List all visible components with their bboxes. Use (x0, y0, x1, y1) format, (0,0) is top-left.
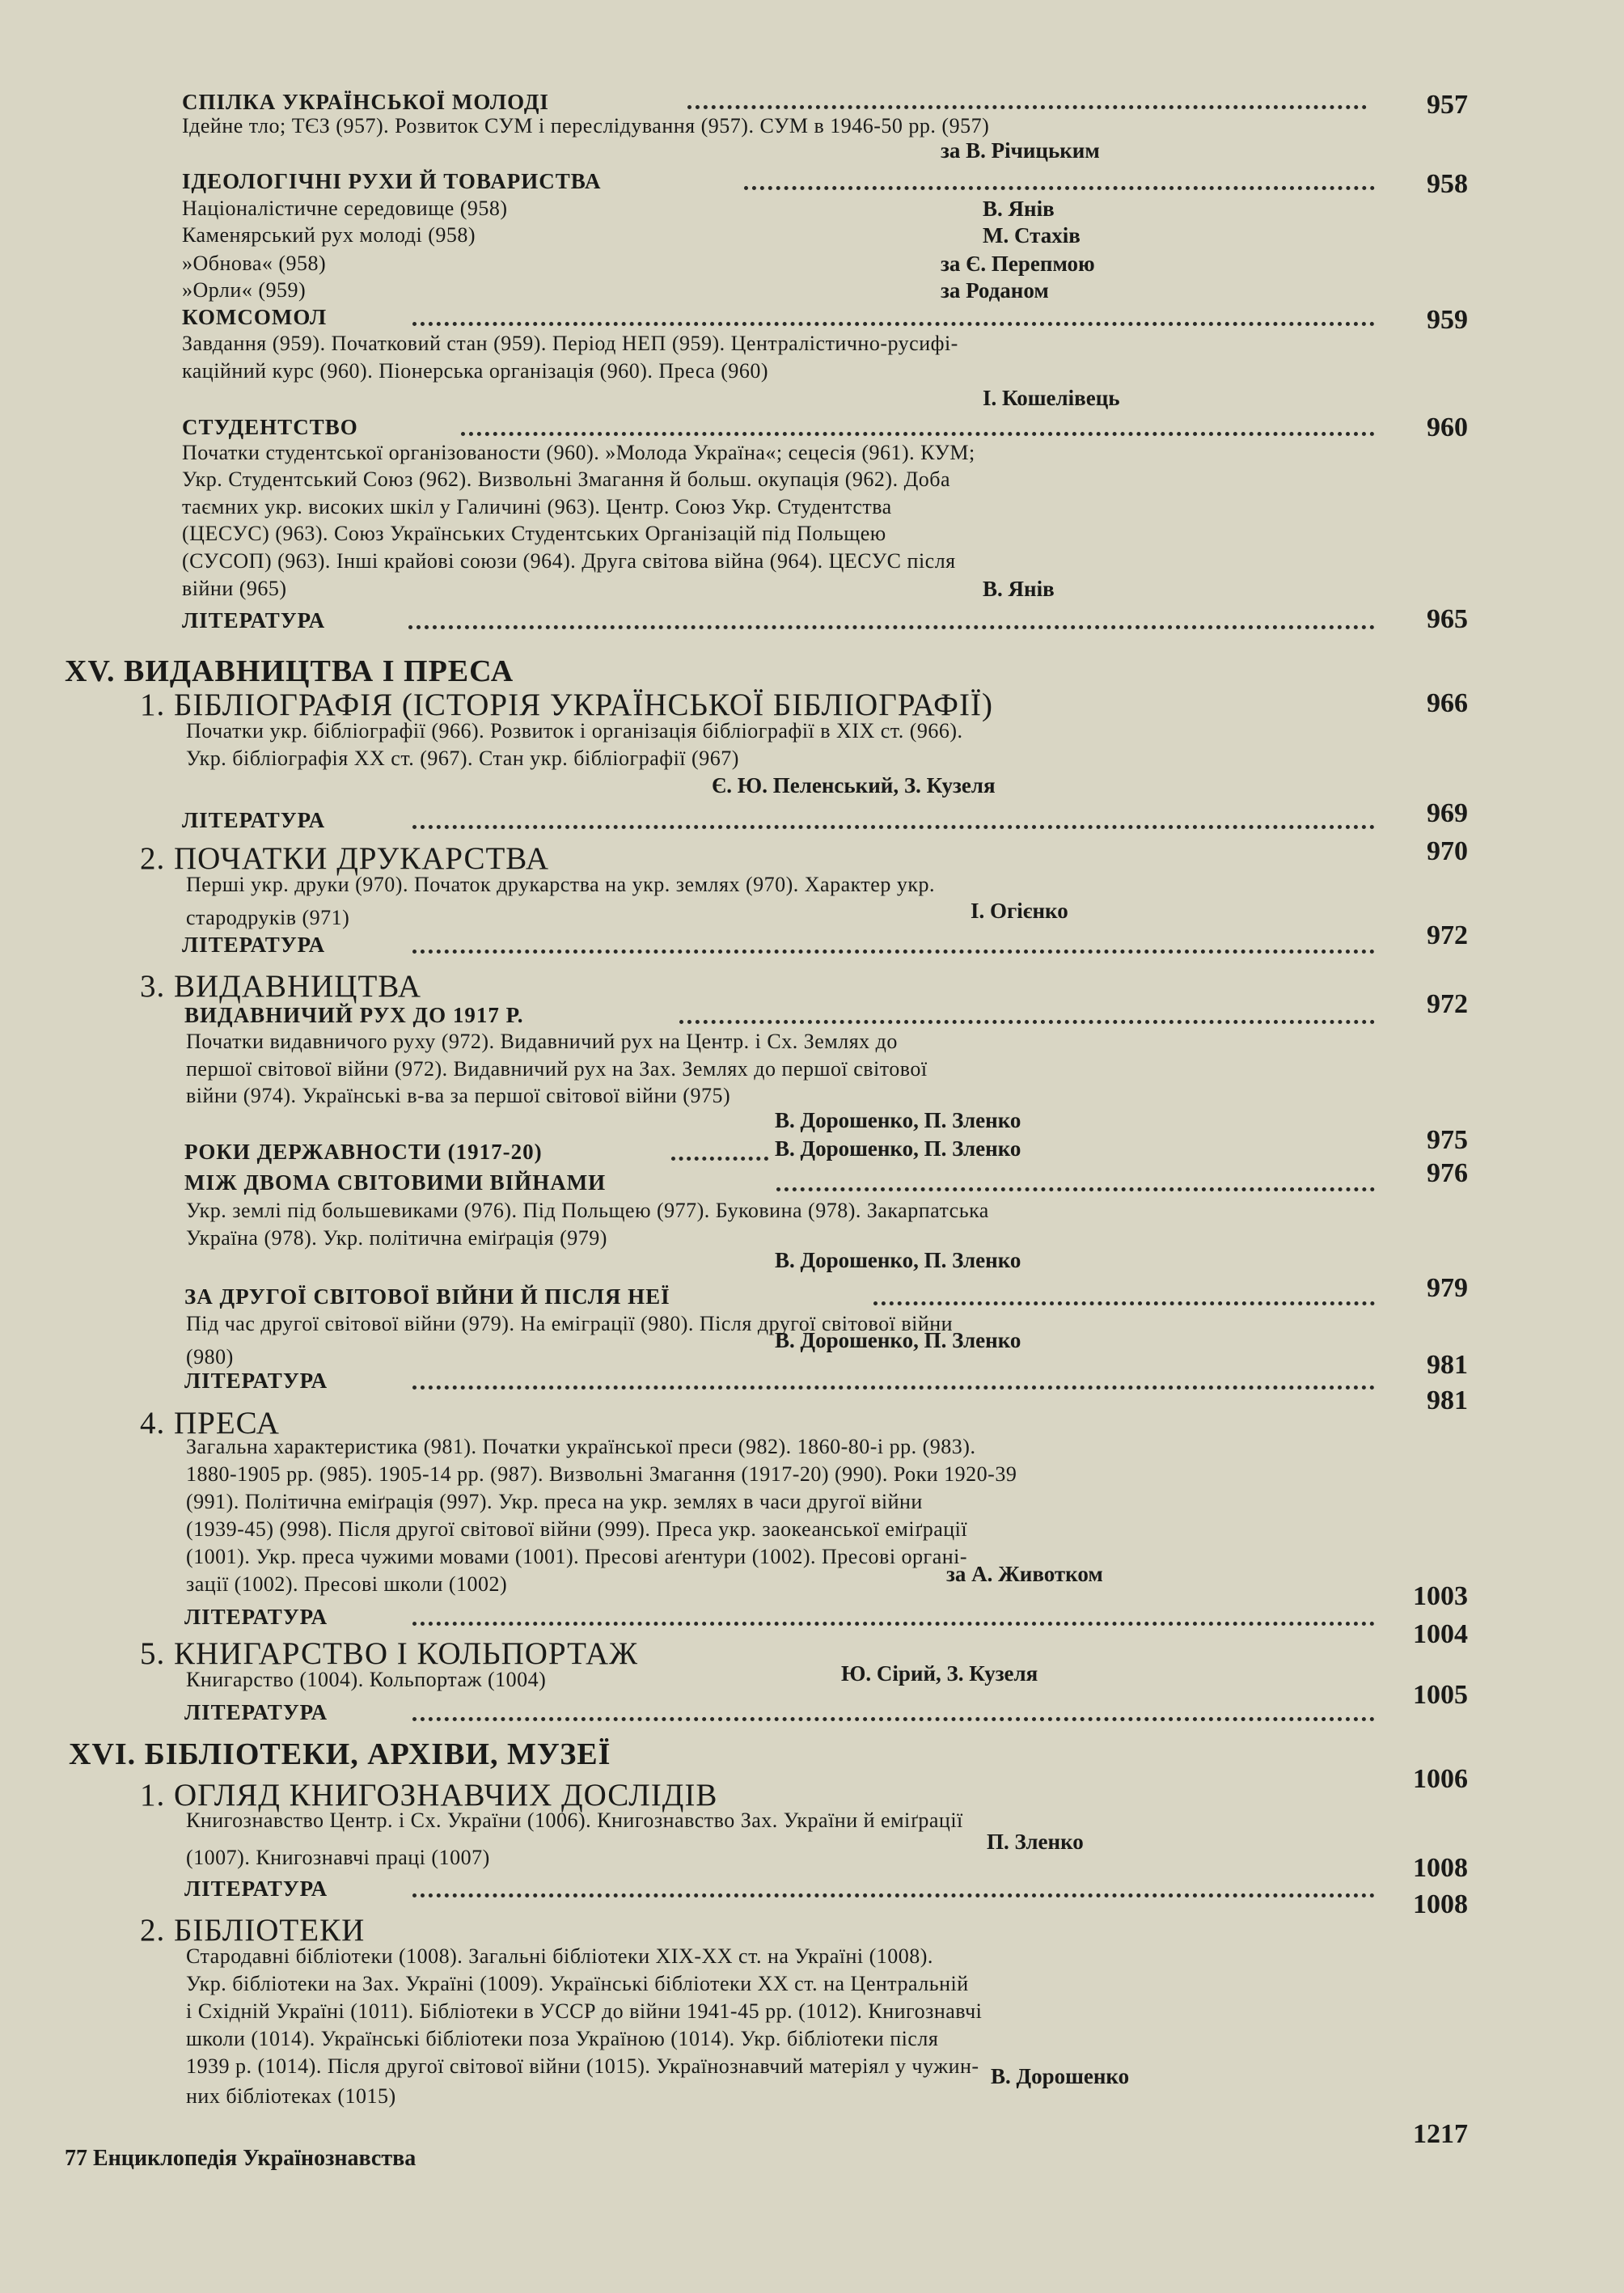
toc-entry-topics: каційний курс (960). Піонерська організація (960). Преса (960) (182, 359, 769, 383)
toc-item-title: 2. ПОЧАТКИ ДРУКАРСТВА (140, 841, 550, 876)
toc-entry-topics: (ЦЕСУС) (963). Союз Українських Студентських Організацій під Польщею (182, 522, 886, 545)
page-number: 975 (1427, 1125, 1468, 1155)
toc-entry-heading: РОКИ ДЕРЖАВНОСТИ (1917-20) (184, 1140, 543, 1164)
toc-entry-topics: Стародавні бібліотеки (1008). Загальні бібліотеки XIX-XX ст. на Україні (1008). (186, 1944, 933, 1968)
toc-entry-heading: ІДЕОЛОГІЧНІ РУХИ Й ТОВАРИСТВА (182, 169, 602, 193)
dot-leader (744, 170, 1375, 190)
toc-entry-author: Є. Ю. Пеленський, З. Кузеля (712, 773, 996, 797)
dot-leader (412, 933, 1375, 954)
toc-entry-topics: Україна (978). Укр. політична еміґрація (979) (186, 1226, 607, 1250)
toc-entry-author: В. Янів (983, 197, 1055, 221)
toc-entry-topics: (СУСОП) (963). Інші крайові союзи (964). Друга світова війна (964). ЦЕСУС після (182, 549, 956, 573)
toc-entry-heading: ЛІТЕРАТУРА (184, 1605, 328, 1629)
toc-entry-topics: них бібліотеках (1015) (186, 2084, 396, 2108)
page-number: 981 (1427, 1350, 1468, 1380)
toc-entry-topics: Книгарство (1004). Кольпортаж (1004) (186, 1668, 547, 1691)
toc-entry-topics: Початки укр. бібліографії (966). Розвиток і організація бібліографії в XIX ст. (966). (186, 719, 963, 742)
dot-leader (461, 416, 1375, 436)
toc-entry-topics: війни (974). Українські в-ва за першої світової війни (975) (186, 1084, 731, 1107)
toc-entry-author: за В. Річицьким (941, 138, 1100, 163)
toc-entry-topics: школи (1014). Українські бібліотеки поза Україною (1014). Укр. бібліотеки після (186, 2027, 939, 2050)
toc-entry-author: В. Янів (983, 577, 1055, 601)
page-number: 958 (1427, 169, 1468, 199)
toc-entry-topics: Каменярський рух молоді (958) (182, 223, 476, 247)
page-number: 972 (1427, 989, 1468, 1019)
toc-entry-topics: 1939 р. (1014). Після другої світової війни (1015). Українознавчий матеріял у чужин- (186, 2054, 979, 2078)
toc-item-title: 3. ВИДАВНИЦТВА (140, 969, 421, 1004)
page-number: 1217 (1413, 2119, 1468, 2149)
toc-entry-heading: ЛІТЕРАТУРА (184, 1876, 328, 1901)
dot-leader (412, 1701, 1375, 1721)
toc-item-title: 1. БІБЛІОГРАФІЯ (ІСТОРІЯ УКРАЇНСЬКОЇ БІБЛІОГРАФІЇ) (140, 687, 993, 722)
toc-entry-author: В. Дорошенко (991, 2064, 1130, 2088)
toc-entry-heading: ЗА ДРУГОЇ СВІТОВОЇ ВІЙНИ Й ПІСЛЯ НЕЇ (184, 1284, 670, 1309)
dot-leader (873, 1285, 1375, 1305)
page-footer: 77 Енциклопедія Українознавства (65, 2146, 417, 2171)
toc-item-title: 5. КНИГАРСТВО І КОЛЬПОРТАЖ (140, 1636, 639, 1671)
page-number: 1005 (1413, 1680, 1468, 1710)
toc-entry-topics: Укр. бібліографія XX ст. (967). Стан укр. бібліографії (967) (186, 747, 739, 770)
toc-entry-author: В. Дорошенко, П. Зленко (775, 1136, 1021, 1161)
dot-leader (687, 89, 1367, 109)
toc-entry-topics: »Орли« (959) (182, 278, 307, 302)
toc-entry-topics: Укр. Студентський Союз (962). Визвольні Змагання й больш. окупація (962). Доба (182, 467, 951, 491)
page-number: 970 (1427, 836, 1468, 866)
toc-entry-topics: Під час другої світової війни (979). На еміграції (980). Після другої світової війни (186, 1312, 954, 1335)
toc-entry-heading: ЛІТЕРАТУРА (184, 1700, 328, 1724)
toc-item-title: 2. БІБЛІОТЕКИ (140, 1913, 366, 1948)
dot-leader (671, 1140, 768, 1161)
toc-item-title: 4. ПРЕСА (140, 1406, 280, 1441)
toc-entry-author: В. Дорошенко, П. Зленко (775, 1108, 1021, 1132)
toc-entry-topics: і Східній Україні (1011). Бібліотеки в УССР до війни 1941-45 рр. (1012). Книгознавчі (186, 1999, 983, 2023)
dot-leader (412, 306, 1375, 326)
toc-entry-topics: таємних укр. високих шкіл у Галичині (963). Центр. Союз Укр. Студентства (182, 495, 892, 518)
dot-leader (412, 809, 1375, 829)
toc-entry-topics: Загальна характеристика (981). Початки української преси (982). 1860-80-і рр. (983). (186, 1435, 976, 1458)
page-number: 965 (1427, 604, 1468, 634)
page-number: 966 (1427, 688, 1468, 718)
page-number: 1006 (1413, 1764, 1468, 1794)
toc-entry-heading: СТУДЕНТСТВО (182, 415, 358, 439)
toc-entry-author: Ю. Сірий, З. Кузеля (841, 1661, 1038, 1686)
page-number: 976 (1427, 1158, 1468, 1188)
toc-entry-heading: ЛІТЕРАТУРА (182, 933, 326, 957)
toc-entry-topics: 1880-1905 рр. (985). 1905-14 рр. (987). Визвольні Змагання (1917-20) (990). Роки 1920-39 (186, 1462, 1017, 1486)
toc-entry-topics: »Обнова« (958) (182, 252, 327, 275)
toc-entry-author: за А. Животком (946, 1562, 1103, 1586)
page-number: 959 (1427, 305, 1468, 335)
page-number: 1008 (1413, 1853, 1468, 1883)
toc-item-title: 1. ОГЛЯД КНИГОЗНАВЧИХ ДОСЛІДІВ (140, 1778, 718, 1813)
toc-entry-topics: (980) (186, 1345, 234, 1369)
page-number: 957 (1427, 90, 1468, 120)
toc-entry-topics: (1939-45) (998). Після другої світової війни (999). Преса укр. заокеанської еміґрації (186, 1517, 968, 1541)
toc-entry-topics: Книгознавство Центр. і Сх. України (1006). Книгознавство Зах. України й еміґрації (186, 1809, 963, 1832)
toc-entry-topics: Укр. бібліотеки на Зах. Україні (1009). Українські бібліотеки XX ст. на Центральній (186, 1972, 969, 1995)
toc-entry-topics: Націоналістичне середовище (958) (182, 197, 508, 220)
toc-entry-author: В. Дорошенко, П. Зленко (775, 1328, 1021, 1352)
toc-entry-topics: стародруків (971) (186, 906, 350, 929)
page-number: 960 (1427, 412, 1468, 442)
toc-entry-author: М. Стахів (983, 223, 1081, 247)
page-number: 969 (1427, 798, 1468, 828)
section-heading: XV. ВИДАВНИЦТВА І ПРЕСА (65, 654, 514, 688)
dot-leader (408, 609, 1375, 629)
toc-entry-topics: (1007). Книгознавчі праці (1007) (186, 1846, 490, 1869)
toc-entry-heading: СПІЛКА УКРАЇНСЬКОЇ МОЛОДІ (182, 90, 549, 114)
toc-entry-topics: зації (1002). Пресові школи (1002) (186, 1572, 508, 1596)
toc-entry-heading: ЛІТЕРАТУРА (182, 608, 326, 632)
toc-entry-topics: Ідейне тло; ТЄЗ (957). Розвиток СУМ і переслідування (957). СУМ в 1946-50 рр. (957) (182, 114, 990, 137)
toc-entry-topics: війни (965) (182, 577, 287, 600)
dot-leader (412, 1877, 1375, 1897)
toc-entry-author: І. Огієнко (971, 899, 1068, 923)
toc-entry-topics: (991). Політична еміґрація (997). Укр. преса на укр. землях в часи другої війни (186, 1490, 923, 1513)
toc-entry-topics: Укр. землі під большевиками (976). Під Польщею (977). Буковина (978). Закарпатська (186, 1199, 989, 1222)
page-number: 972 (1427, 920, 1468, 950)
toc-entry-author: В. Дорошенко, П. Зленко (775, 1248, 1021, 1272)
page-number: 981 (1427, 1386, 1468, 1415)
toc-entry-topics: Початки видавничого руху (972). Видавничий рух на Центр. і Сх. Землях до (186, 1030, 898, 1053)
toc-entry-author: П. Зленко (987, 1830, 1084, 1854)
toc-entry-author: за Роданом (941, 278, 1049, 302)
toc-entry-author: І. Кошелівець (983, 386, 1120, 410)
toc-entry-heading: КОМСОМОЛ (182, 305, 328, 329)
dot-leader (412, 1369, 1375, 1390)
page-number: 979 (1427, 1273, 1468, 1303)
toc-entry-heading: ЛІТЕРАТУРА (184, 1369, 328, 1393)
toc-entry-topics: Перші укр. друки (970). Початок друкарства на укр. землях (970). Характер укр. (186, 873, 935, 896)
toc-entry-topics: першої світової війни (972). Видавничий рух на Зах. Землях до першої світової (186, 1057, 928, 1081)
dot-leader (679, 1004, 1375, 1024)
page-number: 1003 (1413, 1581, 1468, 1611)
toc-entry-heading: МІЖ ДВОМА СВІТОВИМИ ВІЙНАМИ (184, 1170, 607, 1195)
dot-leader (776, 1171, 1375, 1191)
page-number: 1004 (1413, 1619, 1468, 1649)
toc-entry-heading: ВИДАВНИЧИЙ РУХ ДО 1917 Р. (184, 1003, 524, 1027)
toc-entry-topics: Початки студентської організованости (960). »Молода Україна«; сецесія (961). КУМ; (182, 441, 975, 464)
toc-entry-heading: ЛІТЕРАТУРА (182, 808, 326, 832)
toc-entry-author: за Є. Перепмою (941, 252, 1095, 276)
toc-entry-topics: Завдання (959). Початковий стан (959). Період НЕП (959). Централістично-русифі- (182, 332, 958, 355)
dot-leader (412, 1606, 1375, 1626)
section-heading: XVI. БІБЛІОТЕКИ, АРХІВИ, МУЗЕЇ (69, 1737, 611, 1771)
toc-entry-topics: (1001). Укр. преса чужими мовами (1001). Пресові аґентури (1002). Пресові органі- (186, 1545, 968, 1568)
page-number: 1008 (1413, 1889, 1468, 1919)
